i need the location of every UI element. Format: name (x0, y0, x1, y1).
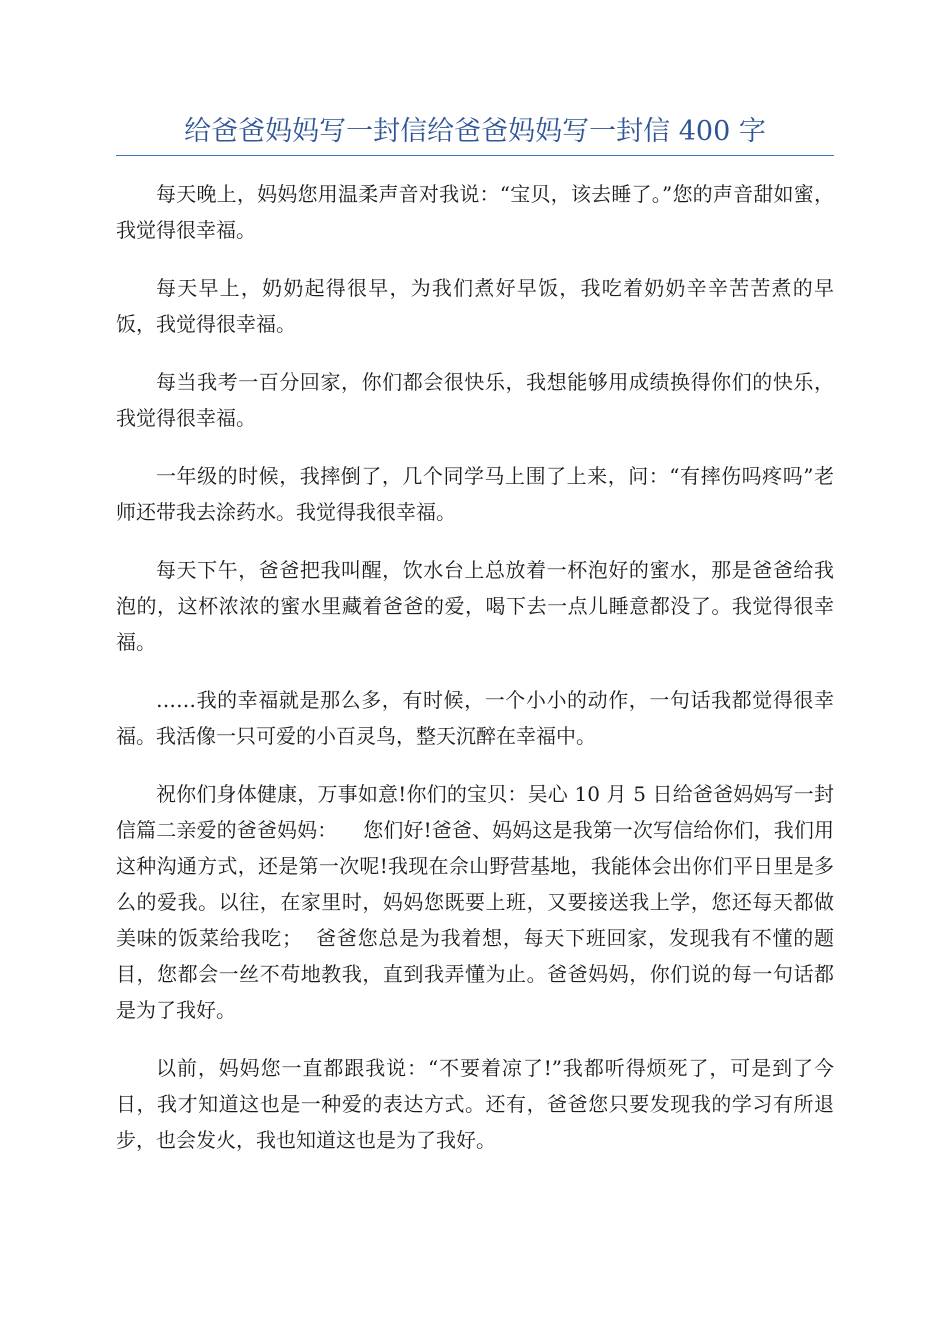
document-body (116, 176, 834, 1180)
paragraph: 每天晚上，妈妈您用温柔声音对我说：“宝贝，该去睡了。”您的声音甜如蜜，我觉得很幸福。 (116, 182, 834, 242)
paragraph: 以前，妈妈您一直都跟我说：“不要着凉了!”我都听得烦死了，可是到了今日，我才知道这也是一种爱的表达方式。还有，爸爸您只要发现我的学习有所退步，也会发火，我也知道这也是为了我好。 (116, 1056, 834, 1152)
paragraph: 一年级的时候，我摔倒了，几个同学马上围了上来，问：“有摔伤吗疼吗”老师还带我去涂药水。我觉得我很幸福。 (116, 464, 834, 524)
paragraph: ……我的幸福就是那么多，有时候，一个小小的动作，一句话我都觉得很幸福。我活像一只可爱的小百灵鸟，整天沉醉在幸福中。 (116, 688, 834, 748)
document-title: 给爸爸妈妈写一封信给爸爸妈妈写一封信 400 字 (184, 116, 766, 147)
paragraph: 每当我考一百分回家，你们都会很快乐，我想能够用成绩换得你们的快乐，我觉得很幸福。 (116, 370, 834, 430)
paragraph: 祝你们身体健康，万事如意!你们的宝贝：吴心 10 月 5 日给爸爸妈妈写一封信篇二亲爱的爸爸妈妈： 您们好!爸爸、妈妈这是我第一次写信给你们，我们用这种沟通方式，还是第一次呢!我现在佘山野营基地，我能体会出你们平日里是多么的爱我。以往，在家里时，妈妈您既要上班，又要接送我上学，您还每天都做美味的饭菜给我吃； 爸爸您总是为我着想，每天下班回家，发现我有不懂的题目，您都会一丝不苟地教我，直到我弄懂为止。爸爸妈妈，你们说的每一句话都是为了我好。 (116, 782, 834, 1022)
title-underline (116, 155, 834, 156)
paragraph: 每天早上，奶奶起得很早，为我们煮好早饭，我吃着奶奶辛辛苦苦煮的早饭，我觉得很幸福。 (116, 276, 834, 336)
paragraph: 每天下午，爸爸把我叫醒，饮水台上总放着一杯泡好的蜜水，那是爸爸给我泡的，这杯浓浓的蜜水里藏着爸爸的爱，喝下去一点儿睡意都没了。我觉得很幸福。 (116, 558, 834, 654)
